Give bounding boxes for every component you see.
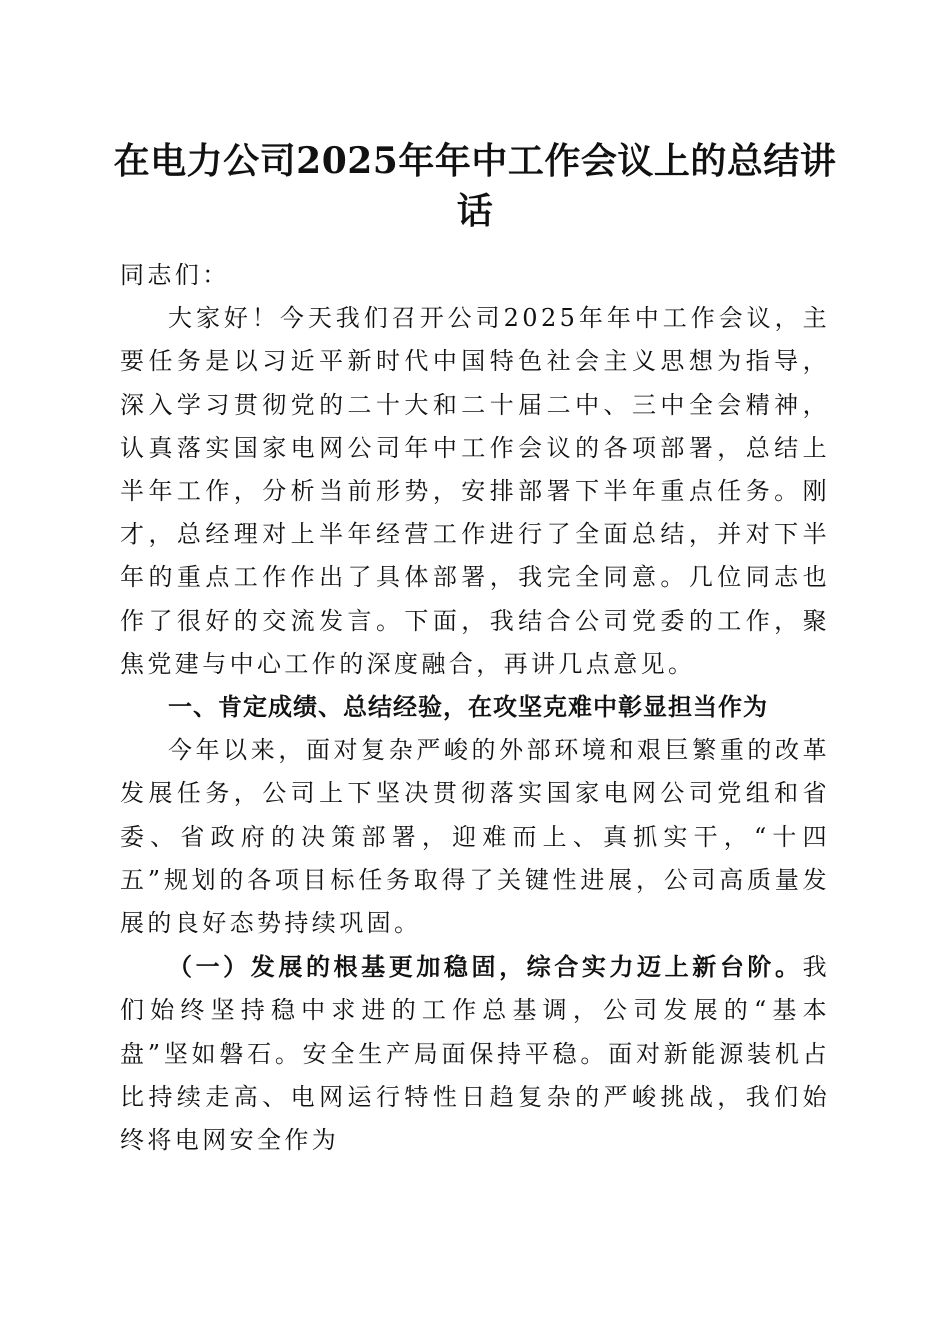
intro-paragraph: 大家好！今天我们召开公司2025年年中工作会议，主要任务是以习近平新时代中国特色社会主义思想为指导，深入学习贯彻党的二十大和二十届二中、三中全会精神，认真落实国家电网公司年中工作会议的各项部署，总结上半年工作，分析当前形势，安排部署下半年重点任务。刚才，总经理对上半年经营工作进行了全面总结，并对下半年的重点工作作出了具体部署，我完全同意。几位同志也作了很好的交流发言。下面，我结合公司党委的工作，聚焦党建与中心工作的深度融合，再讲几点意见。 — [120, 304, 830, 678]
subsection-1-lead: （一）发展的根基更加稳固，综合实力迈上新台阶。 — [168, 952, 803, 982]
salutation: 同志们： — [120, 261, 230, 289]
document-title: 在电力公司2025年年中工作会议上的总结讲话 — [113, 140, 837, 232]
subsection-1-text: 我们始终坚持稳中求进的工作总基调，公司发展的“基本盘”坚如磐石。安全生产局面保持平稳。面对新能源装机占比持续走高、电网运行特性日趋复杂的严峻挑战，我们始终将电网安全作为 — [120, 953, 830, 1155]
section1-paragraph: 今年以来，面对复杂严峻的外部环境和艰巨繁重的改革发展任务，公司上下坚决贯彻落实国家电网公司党组和省委、省政府的决策部署，迎难而上、真抓实干，“十四五”规划的各项目标任务取得了关键性进展，公司高质量发展的良好态势持续巩固。 — [120, 736, 830, 938]
section-heading-1: 一、肯定成绩、总结经验，在攻坚克难中彰显担当作为 — [168, 693, 768, 722]
subsection-1-paragraph — [120, 945, 830, 1162]
document-body — [120, 254, 830, 1162]
